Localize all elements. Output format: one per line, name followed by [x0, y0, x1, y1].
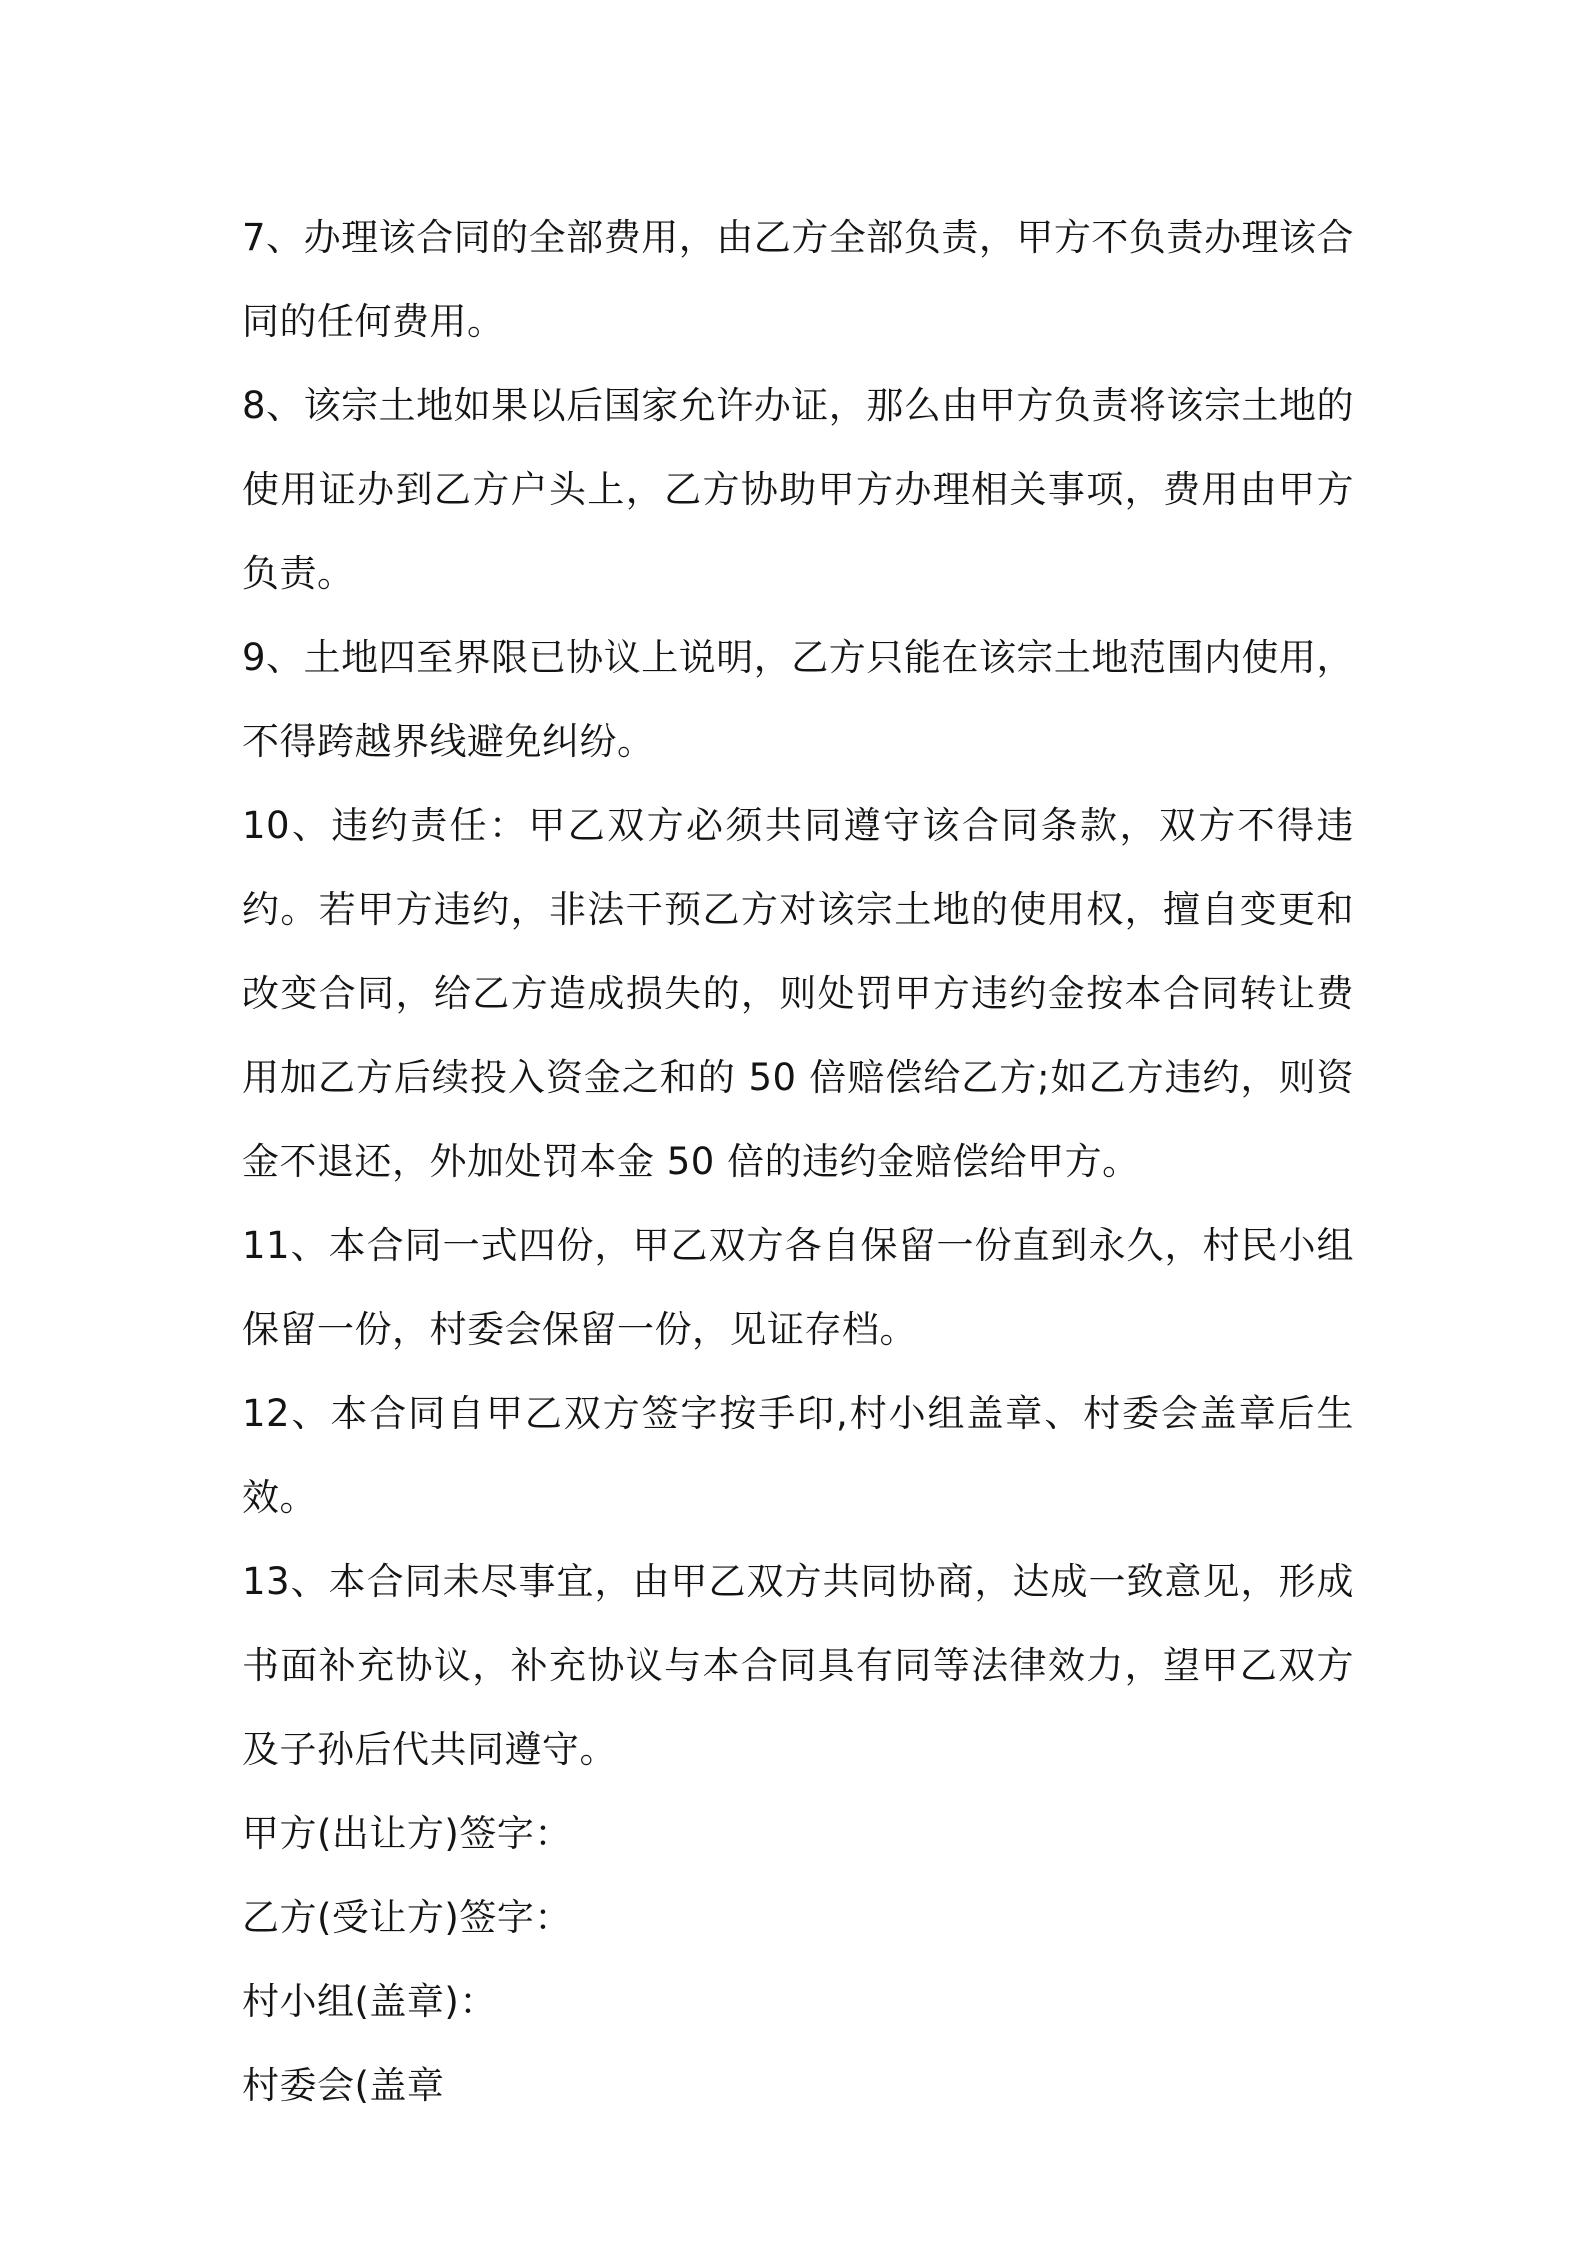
- seal-village-group: 村小组(盖章)：: [242, 1980, 497, 2023]
- clause-11: 11、本合同一式四份，甲乙双方各自保留一份直到永久，村民小组保留一份，村委会保留一份，见证存档。: [242, 1224, 1354, 1351]
- contract-body: [242, 196, 1354, 2128]
- clause-10: 10、违约责任：甲乙双方必须共同遵守该合同条款，双方不得违约。若甲方违约，非法干预乙方对该宗土地的使用权，擅自变更和改变合同，给乙方造成损失的，则处罚甲方违约金按本合同转让费用加乙方后续投入资金之和的 50 倍赔偿给乙方;如乙方违约，则资金不退还，外加处罚本金 50 倍的违约金赔偿给甲方。: [242, 804, 1354, 1183]
- clause-8: 8、该宗土地如果以后国家允许办证，那么由甲方负责将该宗土地的使用证办到乙方户头上，乙方协助甲方办理相关事项，费用由甲方负责。: [242, 384, 1354, 595]
- clause-13: 13、本合同未尽事宜，由甲乙双方共同协商，达成一致意见，形成书面补充协议，补充协议与本合同具有同等法律效力，望甲乙双方及子孙后代共同遵守。: [242, 1560, 1354, 1771]
- clause-7: 7、办理该合同的全部费用，由乙方全部负责，甲方不负责办理该合同的任何费用。: [242, 216, 1354, 343]
- seal-village-committee: 村委会(盖章: [242, 2064, 445, 2107]
- signature-party-a: 甲方(出让方)签字：: [242, 1812, 572, 1855]
- clause-12: 12、本合同自甲乙双方签字按手印,村小组盖章、村委会盖章后生效。: [242, 1392, 1354, 1519]
- signature-party-b: 乙方(受让方)签字：: [242, 1896, 572, 1939]
- clause-9: 9、土地四至界限已协议上说明，乙方只能在该宗土地范围内使用，不得跨越界线避免纠纷。: [242, 636, 1354, 763]
